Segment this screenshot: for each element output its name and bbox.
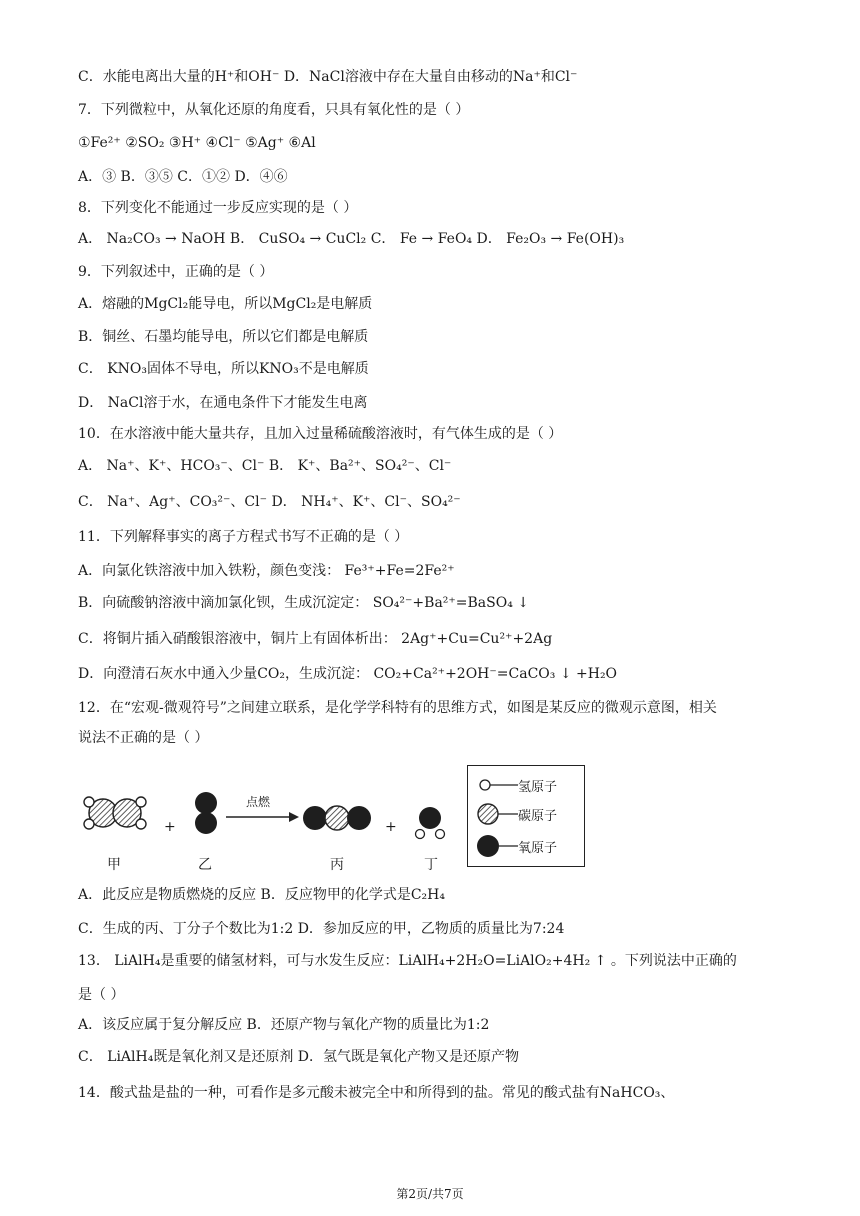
q7-options: A．③ B．③⑤ C．①② D．④⑥ [78, 169, 288, 185]
q8-options: A． Na₂CO₃ → NaOH B． CuSO₄ → CuCl₂ C． Fe → FeO₄ D． Fe₂O₃ → Fe(OH)₃ [78, 231, 625, 247]
q12-options-cd: C．生成的丙、丁分子个数比为1:2 D．参加反应的甲，乙物质的质量比为7:24 [78, 921, 565, 937]
label-bing: 丙 [330, 857, 344, 873]
question-12-cont: 说法不正确的是（ ） [78, 730, 209, 746]
q10-options-cd: C． Na⁺、Ag⁺、CO₃²⁻、Cl⁻ D． NH₄⁺、K⁺、Cl⁻、SO₄²⁻ [78, 494, 461, 510]
question-9: 9．下列叙述中，正确的是（ ） [78, 264, 274, 280]
molecule-ding [416, 807, 445, 839]
question-10: 10．在水溶液中能大量共存，且加入过量稀硫酸溶液时，有气体生成的是（ ） [78, 426, 563, 442]
question-13: 13． LiAlH₄是重要的储氢材料，可与水发生反应：LiAlH₄+2H₂O=LiAlO₂+4H₂ ↑ 。下列说法中正确的 [78, 953, 737, 969]
q11-option-d: D．向澄清石灰水中通入少量CO₂，生成沉淀： CO₂+Ca²⁺+2OH⁻=CaCO₃ ↓ +H₂O [78, 666, 618, 682]
legend-carbon: 碳原子 [518, 809, 558, 824]
q13-options-ab: A．该反应属于复分解反应 B．还原产物与氧化产物的质量比为1:2 [78, 1017, 490, 1033]
molecule-bing [303, 806, 371, 830]
label-jia: 甲 [107, 857, 121, 873]
arrow [226, 812, 299, 822]
q9-option-c: C． KNO₃固体不导电，所以KNO₃不是电解质 [78, 361, 369, 377]
legend-oxygen: 氧原子 [518, 841, 558, 856]
legend-hydrogen: 氢原子 [518, 780, 558, 795]
question-12: 12．在“宏观-微观符号”之间建立联系，是化学学科特有的思维方式，如图是某反应的微观示意图，相关 [78, 700, 717, 716]
q10-options-ab: A． Na⁺、K⁺、HCO₃⁻、Cl⁻ B． K⁺、Ba²⁺、SO₄²⁻、Cl⁻ [78, 458, 452, 474]
q13-options-cd: C． LiAlH₄既是氧化剂又是还原剂 D．氢气既是氧化产物又是还原产物 [78, 1049, 520, 1065]
page-footer: 第2页/共7页 [396, 1187, 464, 1201]
question-7: 7．下列微粒中，从氧化还原的角度看，只具有氧化性的是（ ） [78, 102, 470, 118]
plus-sign: + [385, 819, 397, 835]
q11-option-a: A．向氯化铁溶液中加入铁粉，颜色变浅： Fe³⁺+Fe=2Fe²⁺ [78, 563, 455, 579]
arrow-label: 点燃 [246, 795, 271, 809]
q9-option-d: D． NaCl溶于水，在通电条件下才能发生电离 [78, 395, 368, 411]
hydrogen-symbol [480, 780, 490, 790]
label-yi: 乙 [198, 857, 212, 873]
q9-option-b: B．铜丝、石墨均能导电，所以它们都是电解质 [78, 329, 369, 345]
diagram-legend [467, 765, 585, 867]
particle-list: ①Fe²⁺ ②SO₂ ③H⁺ ④Cl⁻ ⑤Ag⁺ ⑥Al [78, 135, 316, 151]
oxygen-symbol [477, 835, 499, 857]
plus-sign: + [164, 819, 176, 835]
molecule-jia [84, 797, 146, 829]
question-11: 11．下列解释事实的离子方程式书写不正确的是（ ） [78, 529, 409, 545]
q12-options-ab: A．此反应是物质燃烧的反应 B．反应物甲的化学式是C₂H₄ [78, 887, 445, 903]
q9-option-a: A．熔融的MgCl₂能导电，所以MgCl₂是电解质 [78, 296, 373, 312]
question-13-cont: 是（ ） [78, 987, 125, 1003]
label-ding: 丁 [424, 857, 438, 873]
carbon-symbol [478, 804, 498, 824]
q11-option-b: B．向硫酸钠溶液中滴加氯化钡，生成沉淀定： SO₄²⁻+Ba²⁺=BaSO₄ ↓ [78, 595, 530, 611]
question-8: 8．下列变化不能通过一步反应实现的是（ ） [78, 200, 358, 216]
question-14: 14．酸式盐是盐的一种，可看作是多元酸未被完全中和所得到的盐。常见的酸式盐有NaHCO₃、 [78, 1085, 675, 1101]
molecule-yi [195, 792, 217, 834]
q11-option-c: C．将铜片插入硝酸银溶液中，铜片上有固体析出： 2Ag⁺+Cu=Cu²⁺+2Ag [78, 631, 553, 647]
option-line: C．水能电离出大量的H⁺和OH⁻ D．NaCl溶液中存在大量自由移动的Na⁺和Cl⁻ [78, 69, 578, 85]
